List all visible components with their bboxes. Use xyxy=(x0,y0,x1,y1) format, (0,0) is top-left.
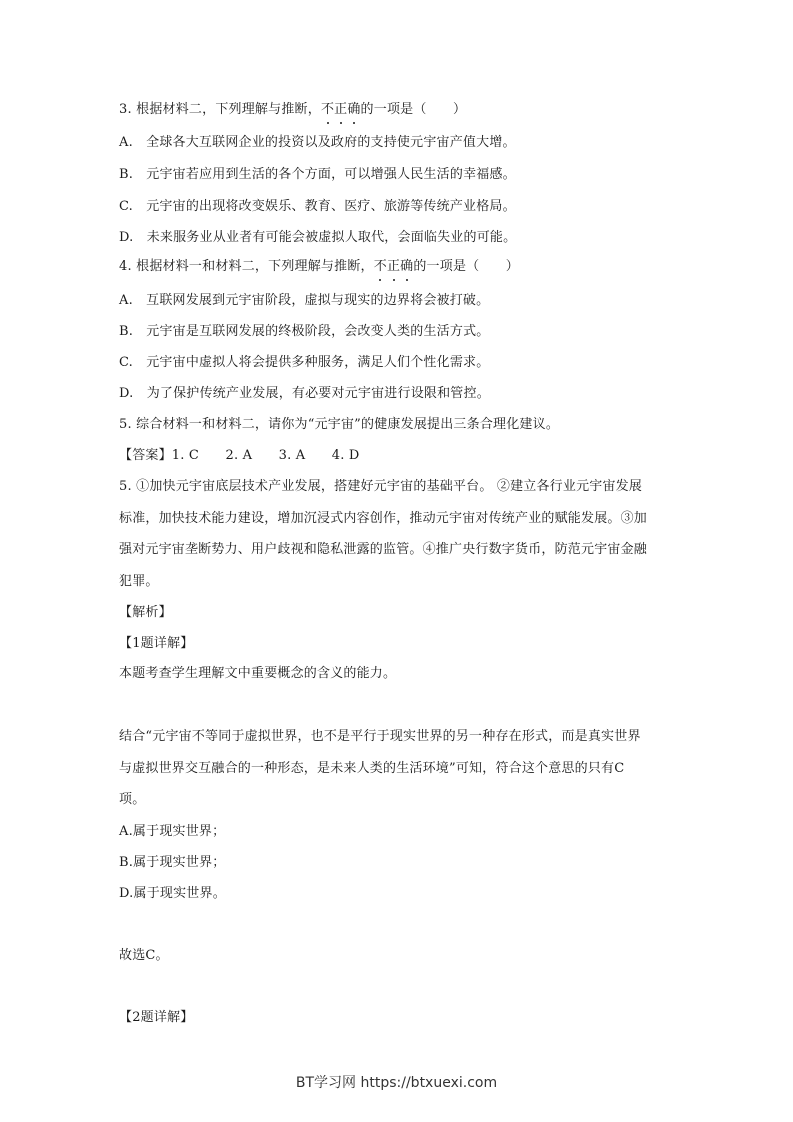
q4-emphasis-char: 确 xyxy=(400,259,414,274)
q3-emphasis-char: 确 xyxy=(347,102,361,117)
q4-option-c: C. 元宇宙中虚拟人将会提供多种服务，满足人们个性化需求。 xyxy=(119,355,490,370)
answer-line: 【答案】1. C 2. A 3. A 4. D xyxy=(119,448,360,463)
q1-detail-heading: 【1题详解】 xyxy=(119,636,194,651)
q3-option-d: D. 未来服务业从业者有可能会被虚拟人取代，会面临失业的可能。 xyxy=(119,230,517,245)
answer-q5-line: 标准，加快技术能力建设，增加沉浸式内容创作，推动元宇宙对传统产业的赋能发展。③加 xyxy=(119,511,648,526)
q1-body-line: 与虚拟世界交互融合的一种形态，是未来人类的生活环境”可知，符合这个意思的只有C xyxy=(119,761,625,776)
q4-option-a: A. 互联网发展到元宇宙阶段，虚拟与现实的边界将会被打破。 xyxy=(119,293,490,308)
q1-body-line: 结合“元宇宙不等同于虚拟世界，也不是平行于现实世界的另一种存在形式，而是真实世界 xyxy=(119,729,641,744)
q3-emphasis-char: 不 xyxy=(320,102,335,117)
q5-stem: 5. 综合材料一和材料二，请你为“元宇宙”的健康发展提出三条合理化建议。 xyxy=(119,417,560,432)
q1-option-note: D.属于现实世界。 xyxy=(119,886,226,901)
q4-option-b: B. 元宇宙是互联网发展的终极阶段，会改变人类的生活方式。 xyxy=(119,324,490,339)
q1-option-note: B.属于现实世界； xyxy=(119,855,226,870)
q3-stem-text: 3. 根据材料二，下列理解与推断， xyxy=(119,102,321,117)
q4-emphasis-char: 不 xyxy=(373,259,387,274)
q3-option-c: C. 元宇宙的出现将改变娱乐、教育、医疗、旅游等传统产业格局。 xyxy=(119,199,516,214)
q4-stem xyxy=(119,258,519,276)
q3-stem xyxy=(119,101,466,119)
q4-stem-text: 4. 根据材料一和材料二，下列理解与推断， xyxy=(119,259,374,274)
q1-option-note: A.属于现实世界； xyxy=(119,824,226,839)
analysis-heading: 【解析】 xyxy=(119,605,172,620)
q3-option-a: A. 全球各大互联网企业的投资以及政府的支持使元宇宙产值大增。 xyxy=(119,135,516,150)
q3-option-b: B. 元宇宙若应用到生活的各个方面，可以增强人民生活的幸福感。 xyxy=(119,167,516,182)
answer-q5-line: 5. ①加快元宇宙底层技术产业发展，搭建好元宇宙的基础平台。 ②建立各行业元宇宙发展 xyxy=(119,479,643,494)
q1-intro: 本题考查学生理解文中重要概念的含义的能力。 xyxy=(119,666,397,681)
q1-body-line: 项。 xyxy=(119,792,146,807)
q4-option-d: D. 为了保护传统产业发展，有必要对元宇宙进行设限和管控。 xyxy=(119,386,490,401)
q2-detail-heading: 【2题详解】 xyxy=(119,1010,194,1025)
q3-stem-tail: 的一项是（ ） xyxy=(360,102,467,117)
q1-conclusion: 故选C。 xyxy=(119,948,169,963)
answer-q5-line: 犯罪。 xyxy=(119,574,159,589)
q4-emphasis-char: 正 xyxy=(386,259,401,274)
q4-stem-tail: 的一项是（ ） xyxy=(413,259,519,274)
answer-q5-line: 强对元宇宙垄断势力、用户歧视和隐私泄露的监管。④推广央行数字货币，防范元宇宙金融 xyxy=(119,542,648,557)
footer-watermark: BT学习网 https://btxuexi.com xyxy=(295,1075,498,1091)
q3-emphasis-char: 正 xyxy=(334,102,348,117)
